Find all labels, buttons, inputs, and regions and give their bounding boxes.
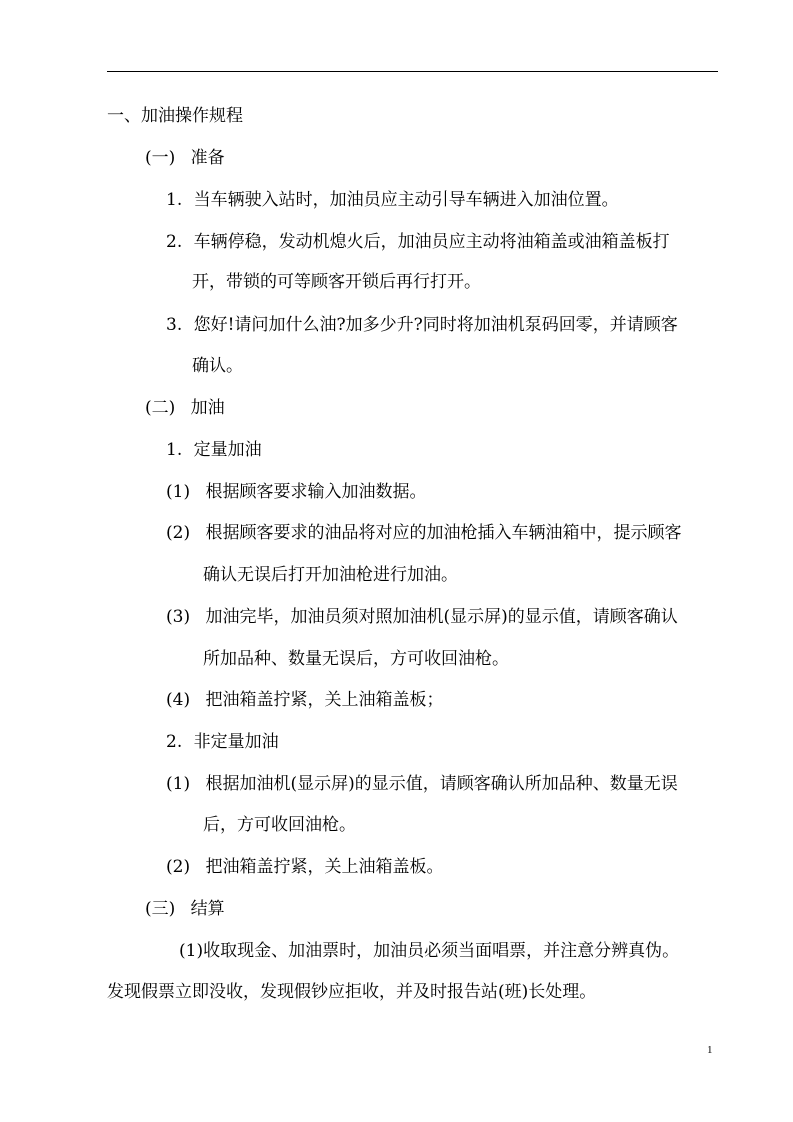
nonfixed-step-1: (1) 根据加油机(显示屏)的显示值，请顾客确认所加品种、数量无误 [166,774,678,794]
fixed-step-1: (1) 根据顾客要求输入加油数据。 [166,482,427,502]
settle-paragraph-line-2: 发现假票立即没收，发现假钞应拒收，并及时报告站(班)长处理。 [107,982,597,1002]
nonfixed-step-2: (2) 把油箱盖拧紧，关上油箱盖板。 [166,857,444,877]
prep-item-3: 3. 您好!请问加什么油?加多少升?同时将加油机泵码回零，并请顾客 [166,315,678,335]
header-rule [107,71,718,72]
fixed-step-2: (2) 根据顾客要求的油品将对应的加油枪插入车辆油箱中，提示顾客 [166,523,682,543]
page-number: 1 [707,1044,713,1056]
fixed-step-4: (4) 把油箱盖拧紧，关上油箱盖板； [166,690,444,710]
prep-item-3-cont: 确认。 [192,356,243,376]
prep-item-1: 1. 当车辆驶入站时，加油员应主动引导车辆进入加油位置。 [166,190,619,210]
settle-paragraph-line-1: (1)收取现金、加油票时，加油员必须当面唱票，并注意分辨真伪。 [179,941,680,961]
prep-heading [145,146,225,170]
fixed-step-3-cont: 所加品种、数量无误后，方可收回油枪。 [203,649,509,669]
nonfixed-refuel-title: 2. 非定量加油 [166,732,279,752]
fixed-step-2-cont: 确认无误后打开加油枪进行加油。 [203,565,458,585]
refuel-heading: (二) 加油 [145,398,225,418]
nonfixed-step-1-cont: 后，方可收回油枪。 [203,815,356,835]
fixed-refuel-title: 1. 定量加油 [166,440,262,460]
prep-item-2-cont: 开，带锁的可等顾客开锁后再行打开。 [192,272,481,292]
settle-heading: (三) 结算 [145,899,225,919]
section-title: 一、加油操作规程 [107,106,243,126]
prep-item-2: 2. 车辆停稳，发动机熄火后，加油员应主动将油箱盖或油箱盖板打 [166,232,670,252]
prep-heading-text: 准备 [190,148,225,168]
fixed-step-3: (3) 加油完毕，加油员须对照加油机(显示屏)的显示值，请顾客确认 [166,607,678,627]
prep-heading-num: (一) [145,148,176,168]
